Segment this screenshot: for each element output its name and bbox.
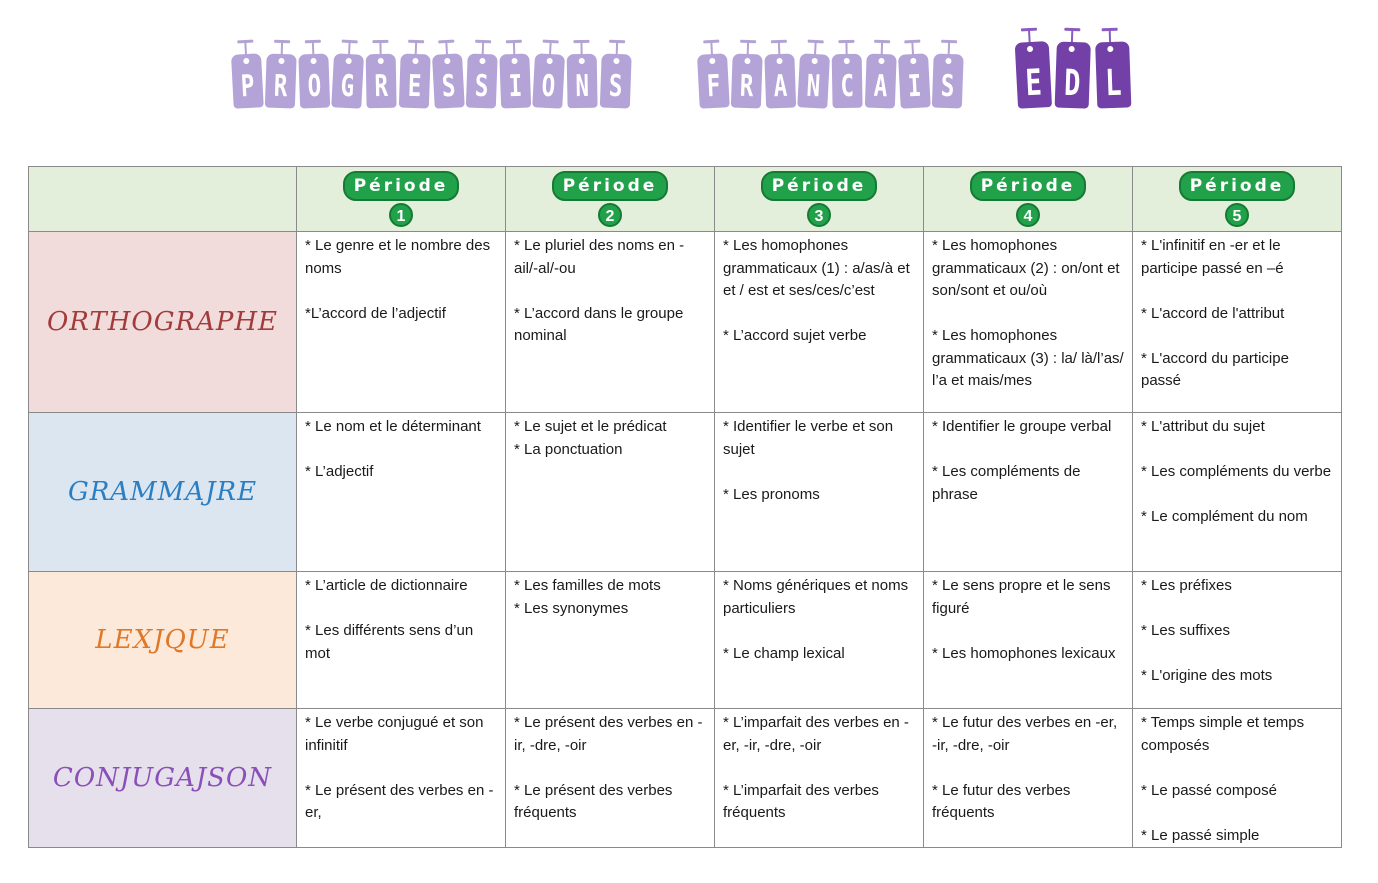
table-cell: * Le futur des verbes en -er, -ir, -dre, -oir * Le futur des verbes fréquents: [924, 709, 1133, 848]
table-cell: * Les préfixes * Les suffixes * L'origine des mots: [1133, 572, 1342, 709]
period-label: Période: [552, 171, 669, 201]
table-cell: * Noms génériques et noms particuliers * Le champ lexical: [715, 572, 924, 709]
title-letter-tag: [1095, 28, 1128, 109]
row-label-orthographe: ORTHOGRAPHE: [29, 232, 297, 413]
progression-table: [28, 166, 1342, 848]
title-letter: S: [440, 68, 457, 105]
title-letter-tag: [897, 39, 931, 108]
table-cell: * Les familles de mots * Les synonymes: [506, 572, 715, 709]
title-letter-tag: [864, 39, 896, 108]
period-number: 5: [1225, 203, 1249, 227]
period-label: Période: [761, 171, 878, 201]
period-header-5: [1133, 167, 1342, 232]
table-cell: * Le verbe conjugué et son infinitif * Le présent des verbes en -er,: [297, 709, 506, 848]
table-cell: * Les homophones grammaticaux (2) : on/ont et son/sont et ou/où * Les homophones grammaticaux (3) : la/ là/l’as/ l’a et mais/mes: [924, 232, 1133, 413]
title-letter-tag: [696, 39, 730, 108]
title-letter-tag: [331, 39, 365, 108]
title-letter-tag: [764, 39, 796, 108]
row-conjugaison: [29, 709, 1342, 848]
corner-cell: [29, 167, 297, 232]
title-letter-tag: [730, 39, 762, 108]
title-letter-tag: [532, 39, 566, 108]
table-cell: * Le genre et le nombre des noms *L’accord de l’adjectif: [297, 232, 506, 413]
row-grammaire: [29, 413, 1342, 572]
title-letter-tag: [831, 40, 862, 109]
title-letter: A: [773, 68, 788, 105]
title-letter: R: [738, 68, 754, 105]
title-letter: A: [872, 68, 888, 105]
title-letter-tag: [1014, 27, 1048, 108]
period-label: Période: [970, 171, 1087, 201]
period-number: 4: [1016, 203, 1040, 227]
table-cell: * L’article de dictionnaire * Les différents sens d’un mot: [297, 572, 506, 709]
row-lexique: [29, 572, 1342, 709]
title-letter: L: [1104, 62, 1123, 105]
table-cell: * Identifier le groupe verbal * Les compléments de phrase: [924, 413, 1133, 572]
period-number: 3: [807, 203, 831, 227]
title-letter: F: [705, 68, 722, 105]
title-letter: C: [840, 68, 855, 105]
title-letter: E: [406, 68, 422, 105]
title-letter-tag: [599, 39, 631, 108]
title-letter: I: [508, 68, 523, 105]
title-letter: N: [575, 68, 590, 105]
table-cell: * Les homophones grammaticaux (1) : a/as/à et et / est et ses/ces/c’est * L’accord sujet verbe: [715, 232, 924, 413]
title-letter-tag: [298, 39, 330, 108]
page-title: [0, 24, 1378, 114]
period-header-2: [506, 167, 715, 232]
title-letter-tag: [431, 39, 465, 108]
title-letter-tag: [398, 39, 430, 108]
period-number: 2: [598, 203, 622, 227]
title-letter: R: [374, 68, 389, 105]
row-label-conjugaison: CONJUGAJSON: [29, 709, 297, 848]
title-letter: N: [805, 68, 821, 105]
table-cell: * L'infinitif en -er et le participe passé en –é * L'accord de l'attribut * L'accord du participe passé: [1133, 232, 1342, 413]
title-letter-tag: [365, 40, 396, 109]
title-letter: O: [307, 68, 322, 105]
title-letter: P: [239, 68, 256, 105]
table-cell: * Le nom et le déterminant * L’adjectif: [297, 413, 506, 572]
period-header-row: [29, 167, 1342, 232]
period-header-3: [715, 167, 924, 232]
title-letter-tag: [499, 39, 531, 108]
period-number: 1: [389, 203, 413, 227]
row-label-grammaire: GRAMMAJRE: [29, 413, 297, 572]
title-letter-tag: [797, 39, 831, 108]
title-letter: S: [607, 68, 623, 105]
period-header-1: [297, 167, 506, 232]
table-cell: * Le pluriel des noms en -ail/-al/-ou * L’accord dans le groupe nominal: [506, 232, 715, 413]
title-letter: E: [1024, 62, 1044, 105]
title-letter-tag: [230, 39, 264, 108]
title-letter: D: [1063, 62, 1082, 105]
title-letter: I: [906, 68, 923, 105]
period-label: Période: [343, 171, 460, 201]
title-letter-tag: [931, 39, 963, 108]
row-orthographe: [29, 232, 1342, 413]
period-header-4: [924, 167, 1133, 232]
table-cell: * L'attribut du sujet * Les compléments du verbe * Le complément du nom: [1133, 413, 1342, 572]
title-letter: R: [272, 68, 288, 105]
title-letter-tag: [264, 39, 296, 108]
table-cell: * Le présent des verbes en -ir, -dre, -oir * Le présent des verbes fréquents: [506, 709, 715, 848]
title-letter-tag: [566, 40, 597, 109]
title-letter-tag: [1055, 28, 1088, 109]
table-cell: * Le sujet et le prédicat * La ponctuation: [506, 413, 715, 572]
table-cell: * Temps simple et temps composés * Le passé composé * Le passé simple: [1133, 709, 1342, 848]
title-letter: S: [939, 68, 955, 105]
title-letter: O: [540, 68, 556, 105]
title-letter: G: [339, 68, 355, 105]
title-letter-tag: [465, 39, 497, 108]
row-label-lexique: LEXJQUE: [29, 572, 297, 709]
period-label: Période: [1179, 171, 1296, 201]
table-cell: * Le sens propre et le sens figuré * Les homophones lexicaux: [924, 572, 1133, 709]
title-letter: S: [473, 68, 489, 105]
table-cell: * Identifier le verbe et son sujet * Les pronoms: [715, 413, 924, 572]
table-cell: * L’imparfait des verbes en -er, -ir, -dre, -oir * L’imparfait des verbes fréquents: [715, 709, 924, 848]
